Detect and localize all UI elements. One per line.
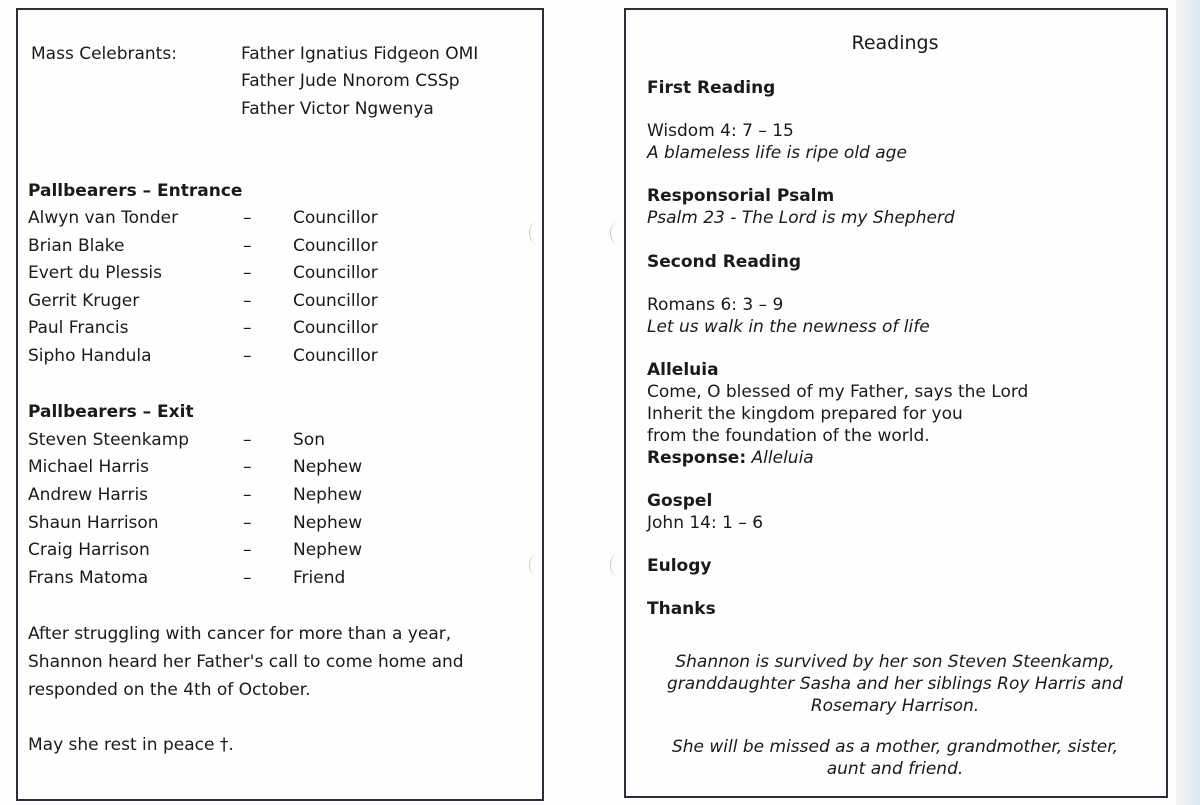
alleluia-heading: Alleluia <box>647 360 719 380</box>
pallbearer-role: Councillor <box>293 236 378 256</box>
pallbearer-dash: – <box>243 485 252 505</box>
alleluia-response <box>647 447 814 469</box>
pallbearer-dash: – <box>243 263 252 283</box>
pallbearer-name: Craig Harrison <box>28 540 150 560</box>
gospel-heading: Gospel <box>647 491 713 511</box>
fold-mark <box>610 222 625 244</box>
psalm-heading: Responsorial Psalm <box>647 186 835 206</box>
response-text: Alleluia <box>751 448 814 468</box>
pallbearer-dash: – <box>243 291 252 311</box>
pallbearer-dash: – <box>243 430 252 450</box>
pallbearer-name: Shaun Harrison <box>28 513 159 533</box>
closing-paragraph-line: responded on the 4th of October. <box>28 680 311 700</box>
pallbearer-role: Friend <box>293 568 346 588</box>
pallbearer-dash: – <box>243 318 252 338</box>
pallbearer-dash: – <box>243 513 252 533</box>
fold-mark <box>529 554 544 576</box>
pallbearer-name: Brian Blake <box>28 236 125 256</box>
second-reading-heading: Second Reading <box>647 252 802 272</box>
eulogy-heading: Eulogy <box>647 556 712 576</box>
mass-celebrants-label: Mass Celebrants: <box>31 44 177 64</box>
pallbearer-name: Gerrit Kruger <box>28 291 140 311</box>
closing-paragraph-line: After struggling with cancer for more than a year, <box>28 624 452 644</box>
gospel-ref: John 14: 1 – 6 <box>647 513 764 533</box>
alleluia-line: Inherit the kingdom prepared for you <box>647 404 963 424</box>
psalm-text: Psalm 23 - The Lord is my Shepherd <box>647 208 955 228</box>
entrance-heading: Pallbearers – Entrance <box>28 181 243 201</box>
pallbearer-role: Councillor <box>293 318 378 338</box>
pallbearer-name: Andrew Harris <box>28 485 149 505</box>
celebrant-name: Father Ignatius Fidgeon OMI <box>241 44 479 64</box>
pallbearer-dash: – <box>243 346 252 366</box>
survived-by-text: Shannon is survived by her son Steven Steenkamp, granddaughter Sasha and her siblings Roy Harris and Rosemary Harrison. <box>667 652 1123 716</box>
closing-paragraph-line: Shannon heard her Father's call to come home and <box>28 652 464 672</box>
rest-in-peace-text: May she rest in peace †. <box>28 735 234 755</box>
fold-mark <box>529 222 544 244</box>
pallbearer-dash: – <box>243 540 252 560</box>
celebrant-name: Father Victor Ngwenya <box>241 99 434 119</box>
pallbearer-role: Councillor <box>293 208 378 228</box>
pallbearer-name: Michael Harris <box>28 457 149 477</box>
pallbearer-name: Evert du Plessis <box>28 263 163 283</box>
pallbearer-dash: – <box>243 457 252 477</box>
pallbearer-name: Steven Steenkamp <box>28 430 190 450</box>
pallbearer-dash: – <box>243 236 252 256</box>
pallbearer-role: Son <box>293 430 325 450</box>
pallbearer-dash: – <box>243 568 252 588</box>
fold-mark <box>610 554 625 576</box>
missed-text: She will be missed as a mother, grandmother, sister, aunt and friend. <box>671 737 1119 779</box>
exit-heading: Pallbearers – Exit <box>28 402 194 422</box>
pallbearer-name: Alwyn van Tonder <box>28 208 179 228</box>
pallbearer-role: Councillor <box>293 291 378 311</box>
thanks-heading: Thanks <box>647 599 716 619</box>
alleluia-line: Come, O blessed of my Father, says the Lord <box>647 382 1029 402</box>
pallbearer-name: Paul Francis <box>28 318 129 338</box>
pallbearer-role: Nephew <box>293 457 363 477</box>
first-reading-ref: Wisdom 4: 7 – 15 <box>647 121 794 141</box>
pallbearer-role: Councillor <box>293 346 378 366</box>
pallbearer-role: Nephew <box>293 513 363 533</box>
pallbearer-role: Nephew <box>293 485 363 505</box>
pallbearer-role: Councillor <box>293 263 378 283</box>
pallbearer-dash: – <box>243 208 252 228</box>
response-label: Response: <box>647 448 747 468</box>
pallbearer-role: Nephew <box>293 540 363 560</box>
pallbearer-name: Frans Matoma <box>28 568 149 588</box>
first-reading-heading: First Reading <box>647 78 776 98</box>
readings-title: Readings <box>851 32 939 54</box>
second-reading-text: Let us walk in the newness of life <box>647 317 930 337</box>
pallbearer-name: Sipho Handula <box>28 346 152 366</box>
first-reading-text: A blameless life is ripe old age <box>647 143 907 163</box>
page-edge <box>1176 0 1200 805</box>
alleluia-line: from the foundation of the world. <box>647 426 930 446</box>
second-reading-ref: Romans 6: 3 – 9 <box>647 295 784 315</box>
celebrant-name: Father Jude Nnorom CSSp <box>241 71 460 91</box>
